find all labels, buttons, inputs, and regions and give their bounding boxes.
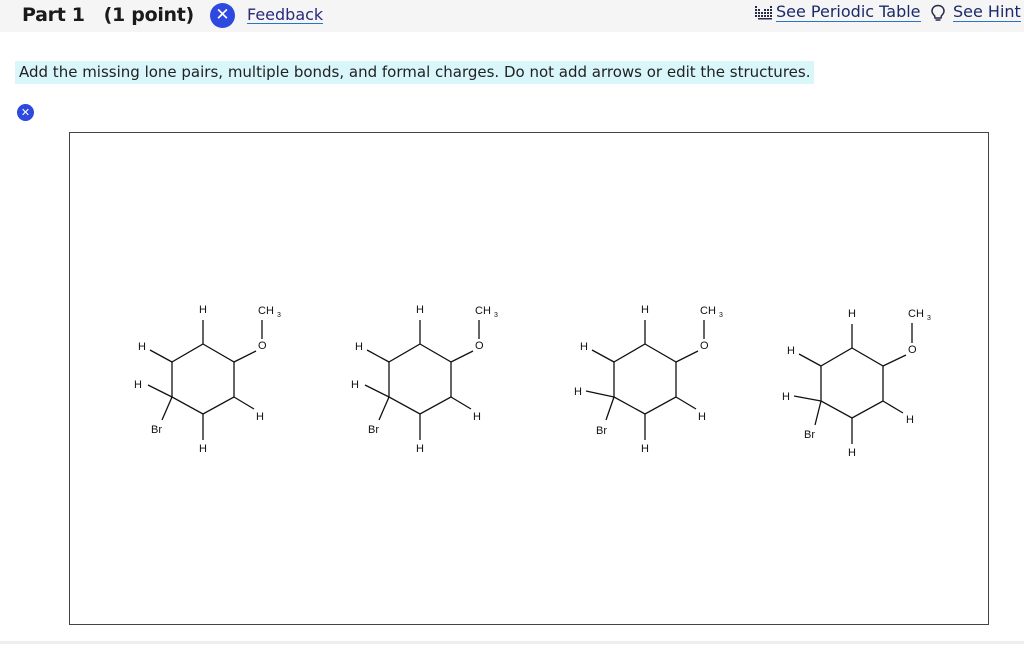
h-label: H	[641, 304, 649, 316]
o-label: O	[700, 340, 709, 352]
feedback-link[interactable]: Feedback	[247, 5, 324, 24]
br-label: Br	[151, 424, 162, 436]
h-label: H	[580, 341, 588, 353]
ch-label: CH	[258, 305, 274, 317]
subscript-3: 3	[927, 315, 931, 322]
h-label: H	[641, 443, 649, 455]
h-label: H	[351, 379, 359, 391]
molecule-4[interactable]	[70, 133, 990, 626]
subscript-3: 3	[494, 312, 498, 319]
br-label: Br	[368, 424, 379, 436]
drawing-canvas[interactable]	[69, 132, 989, 625]
periodic-table-label[interactable]: See Periodic Table	[776, 2, 921, 21]
h-label: H	[473, 411, 481, 423]
close-icon[interactable]: ✕	[210, 3, 235, 28]
ch-label: CH	[700, 305, 716, 317]
h-label: H	[138, 341, 146, 353]
h-label: H	[698, 411, 706, 423]
br-label: Br	[804, 429, 815, 441]
hint-label[interactable]: See Hint	[953, 2, 1021, 21]
feedback-control[interactable]	[210, 2, 323, 28]
o-label: O	[475, 340, 484, 352]
br-label: Br	[596, 425, 607, 437]
part-title: Part 1 (1 point)	[22, 4, 194, 26]
h-label: H	[355, 341, 363, 353]
lightbulb-icon	[930, 4, 946, 22]
subscript-3: 3	[277, 312, 281, 319]
h-label: H	[906, 414, 914, 426]
periodic-table-icon	[755, 5, 773, 21]
h-label: H	[848, 308, 856, 320]
h-label: H	[782, 391, 790, 403]
status-close-icon: ✕	[17, 104, 34, 121]
question-prompt: Add the missing lone pairs, multiple bonds, and formal charges. Do not add arrows or edit the structures.	[15, 61, 814, 84]
h-label: H	[199, 304, 207, 316]
h-label: H	[848, 447, 856, 459]
subscript-3: 3	[719, 312, 723, 319]
o-label: O	[908, 344, 917, 356]
h-label: H	[574, 386, 582, 398]
ch-label: CH	[908, 308, 924, 320]
h-label: H	[256, 411, 264, 423]
o-label: O	[258, 340, 267, 352]
see-periodic-table-link[interactable]	[755, 3, 921, 22]
h-label: H	[787, 345, 795, 357]
h-label: H	[416, 443, 424, 455]
see-hint-link[interactable]	[930, 3, 1021, 22]
h-label: H	[134, 379, 142, 391]
bottom-divider	[0, 641, 1024, 644]
h-label: H	[416, 304, 424, 316]
h-label: H	[199, 443, 207, 455]
ch-label: CH	[475, 305, 491, 317]
